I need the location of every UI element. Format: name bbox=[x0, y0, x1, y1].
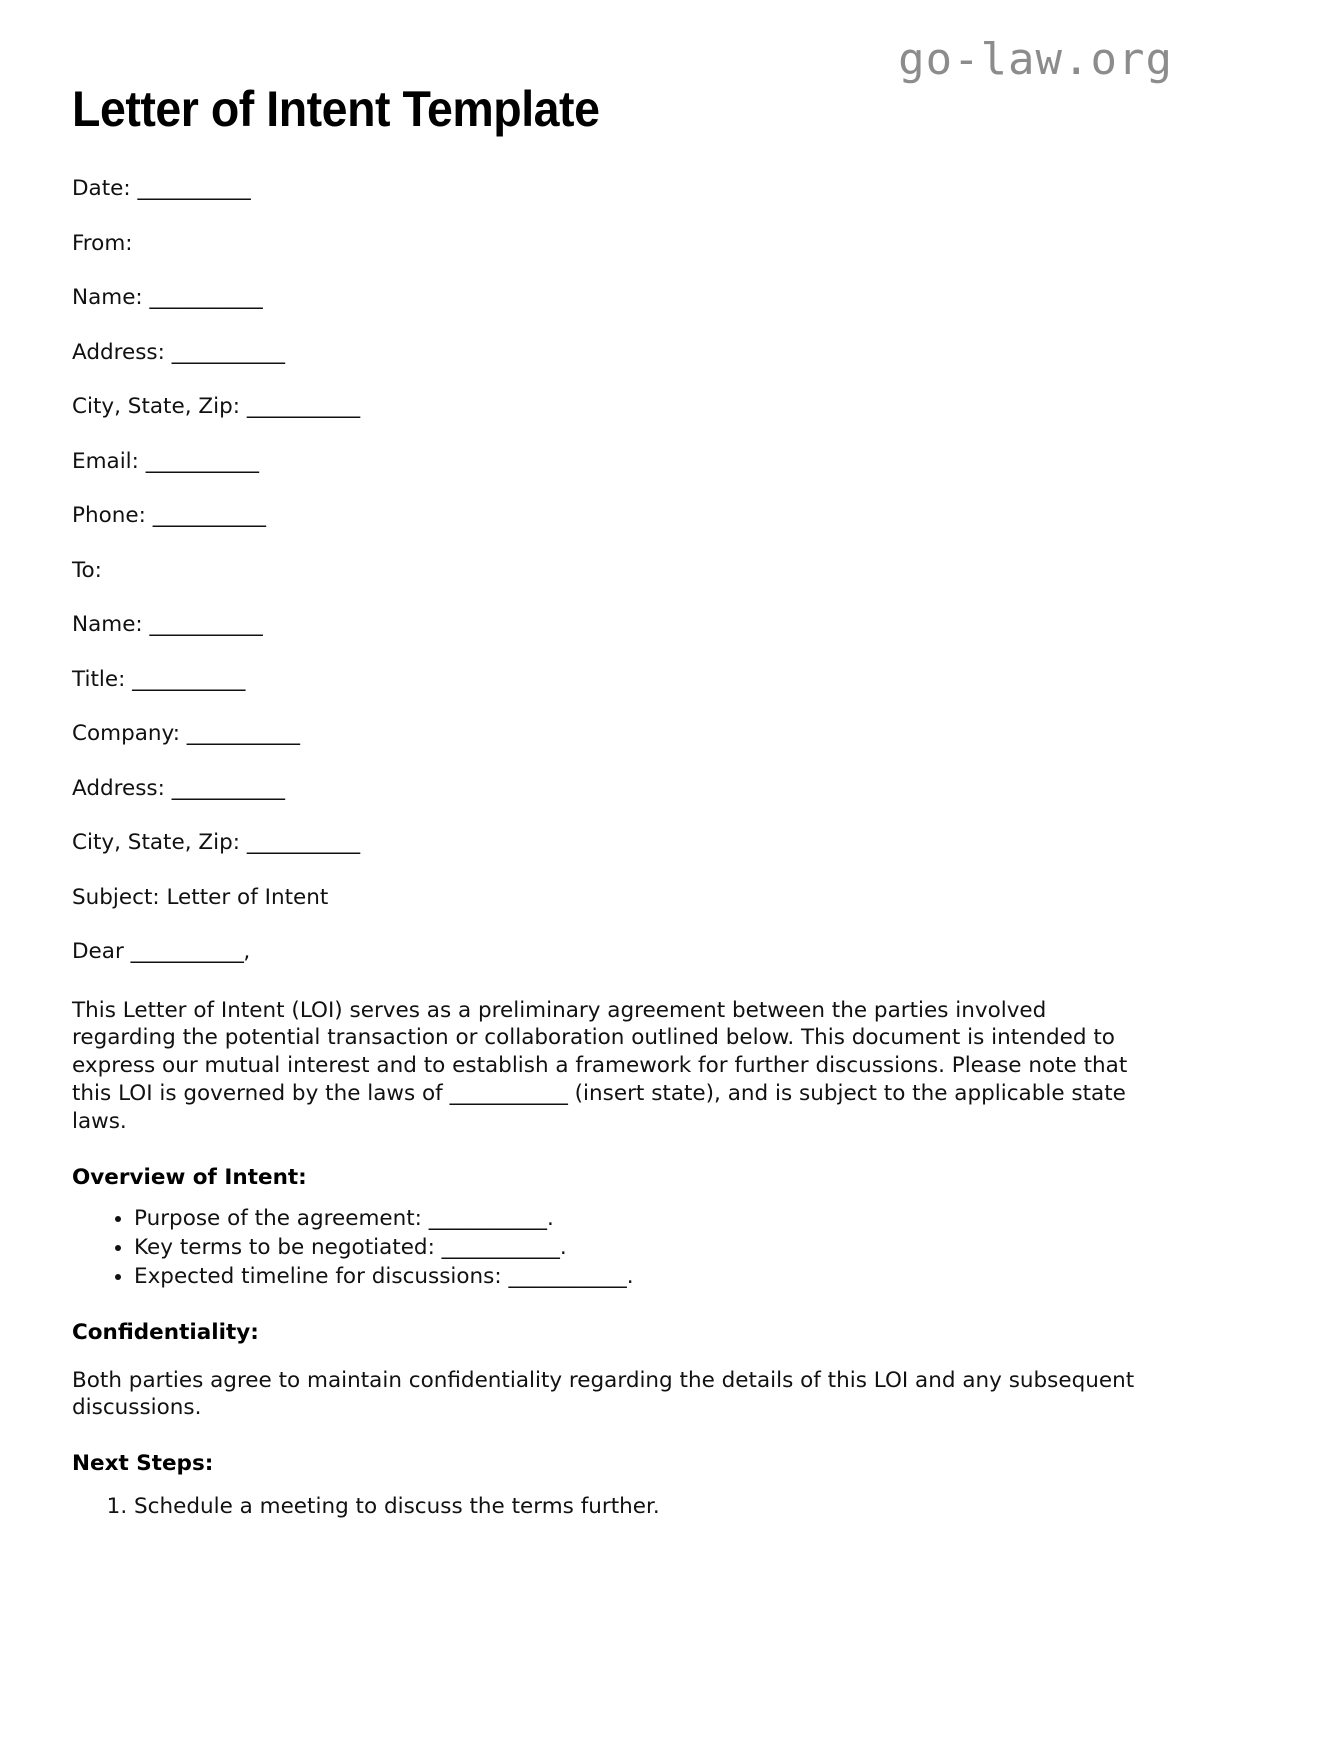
list-item: 1. Schedule a meeting to discuss the terms further. bbox=[134, 1492, 1188, 1521]
field-label: To: bbox=[72, 557, 102, 583]
field-label: City, State, Zip: bbox=[72, 394, 247, 419]
form-field-salutation bbox=[72, 941, 1188, 963]
field-label: Title: bbox=[72, 666, 133, 692]
heading-confidentiality: Confidentiality: bbox=[72, 1319, 259, 1345]
field-label: Company: bbox=[72, 721, 187, 746]
list-item: • Key terms to be negotiated: ___________. bbox=[134, 1233, 1188, 1262]
form-field-from-phone bbox=[72, 505, 1188, 527]
field-label: Address: bbox=[72, 775, 172, 801]
field-label: From: bbox=[72, 230, 133, 256]
form-field-to-heading bbox=[72, 557, 1188, 583]
field-label: Name: bbox=[72, 612, 150, 637]
field-label: Subject: Letter of Intent bbox=[72, 884, 329, 910]
field-blank[interactable]: ___________ bbox=[145, 448, 259, 474]
page-title: Letter of Intent Template bbox=[72, 81, 600, 137]
field-blank[interactable]: ___________ bbox=[152, 503, 266, 528]
field-label: Email: bbox=[72, 448, 146, 474]
overview-bullet-list bbox=[72, 1204, 1188, 1291]
field-label: Date: bbox=[72, 176, 138, 201]
form-field-to-name bbox=[72, 614, 1188, 636]
intro-paragraph: This Letter of Intent (LOI) serves as a preliminary agreement between the parties involved regarding the potential transaction or collaboration outlined below. This document is intended to express our mutual interest and to establish a framework for further discussions. Please note that this LOI is governed by the laws of ___________ (insert state), and is subject to the applicable state laws. bbox=[72, 997, 1128, 1135]
form-fields bbox=[72, 178, 1188, 963]
confidentiality-paragraph: Both parties agree to maintain confidentiality regarding the details of this LOI and any subsequent discussions. bbox=[72, 1367, 1135, 1421]
field-blank[interactable]: ___________ bbox=[186, 721, 300, 746]
heading-next-steps: Next Steps: bbox=[72, 1451, 214, 1477]
field-label: City, State, Zip: bbox=[72, 830, 247, 855]
field-label: Address: bbox=[72, 339, 172, 365]
form-field-to-company bbox=[72, 723, 1188, 745]
field-blank[interactable]: ___________ bbox=[149, 285, 263, 310]
field-blank[interactable]: ___________ bbox=[171, 339, 285, 365]
field-blank[interactable]: ___________ bbox=[132, 666, 245, 692]
form-field-from-email bbox=[72, 448, 1188, 474]
field-label: Dear bbox=[72, 939, 131, 964]
field-label: Name: bbox=[72, 285, 150, 310]
field-blank[interactable]: ___________ bbox=[171, 775, 285, 801]
form-field-from-name bbox=[72, 287, 1188, 309]
form-field-date bbox=[72, 178, 1188, 200]
field-blank[interactable]: ___________, bbox=[130, 939, 250, 964]
heading-overview-of-intent: Overview of Intent: bbox=[72, 1165, 307, 1191]
next-steps-list bbox=[72, 1492, 1188, 1521]
field-blank[interactable]: ___________ bbox=[246, 394, 360, 419]
form-field-from-heading bbox=[72, 230, 1188, 256]
form-field-from-city-state-zip bbox=[72, 396, 1188, 418]
form-field-to-title bbox=[72, 666, 1188, 692]
field-label: Phone: bbox=[72, 503, 153, 528]
form-field-to-city-state-zip bbox=[72, 832, 1188, 854]
field-blank[interactable]: ___________ bbox=[149, 612, 263, 637]
field-blank[interactable]: ___________ bbox=[246, 830, 360, 855]
field-blank[interactable]: ___________ bbox=[137, 176, 251, 201]
form-field-subject bbox=[72, 884, 1188, 910]
list-item: • Purpose of the agreement: ___________. bbox=[134, 1204, 1188, 1233]
list-item: • Expected timeline for discussions: ___________. bbox=[134, 1262, 1188, 1291]
site-watermark: go-law.org bbox=[898, 34, 1173, 85]
form-field-to-address bbox=[72, 775, 1188, 801]
form-field-from-address bbox=[72, 339, 1188, 365]
